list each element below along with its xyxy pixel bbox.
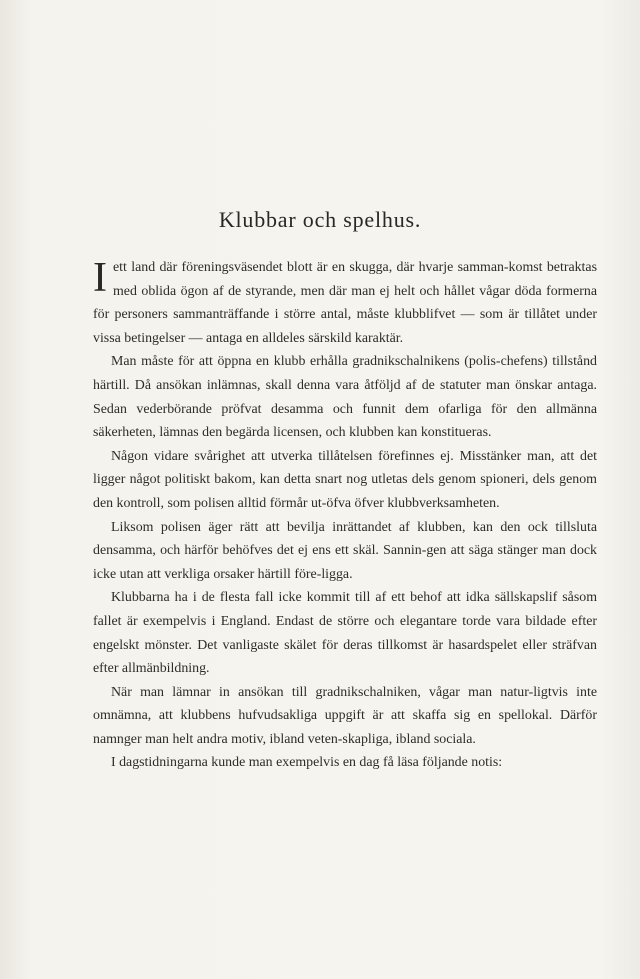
- chapter-title: Klubbar och spelhus.: [218, 207, 422, 232]
- paragraph-3: Någon vidare svårighet att utverka tillåtelsen förefinnes ej. Misstänker man, att det ligger något politiskt bakom, kan detta snart nog utletas dels genom spioneri, dels genom den kontroll, som polisen alltid förmår ut-öfva öfver klubbverksamheten.: [93, 448, 597, 511]
- paragraph-2: Man måste för att öppna en klubb erhålla gradnikschalnikens (polis-chefens) tillstånd härtill. Då ansökan inlämnas, skall denna vara åtföljd af de statuter man önskar antaga. Sedan vederbörande pröfvat desamma och funnit dem ofarliga för den allmänna säkerheten, lämnas den begärda licensen, och klubben kan konstitueras.: [93, 354, 597, 441]
- paragraph-4: Liksom polisen äger rätt att bevilja inrättandet af klubben, kan den ock tillsluta densamma, och härför behöfves det ej ens ett skäl. Sannin-gen att säga stänger man dock icke utan att verkliga orsaker härtill före-ligga.: [93, 519, 597, 582]
- paragraph-7: I dagstidningarna kunde man exempelvis en dag få läsa följande notis:: [111, 755, 503, 771]
- drop-cap: I: [93, 255, 107, 301]
- paragraph-1: [93, 256, 597, 350]
- chapter-body: [93, 256, 597, 775]
- paragraph-5: Klubbarna ha i de flesta fall icke kommit till af ett behof att idka sällskapslif såsom fallet är exempelvis i England. Endast de större och elegantare torde vara bildade efter engelskt mönster. Det vanligaste skälet för deras tillkomst är hasardspelet eller sträfvan efter allmänbildning.: [93, 590, 597, 677]
- paragraph-6: När man lämnar in ansökan till gradnikschalniken, vågar man natur-ligtvis inte omnämna, att klubbens hufvudsakliga uppgift är att skaffa sig en spellokal. Därför namnger man helt andra motiv, ibland veten-skapliga, ibland sociala.: [93, 684, 597, 747]
- paragraph-text: ett land där föreningsväsendet blott är en skugga, där hvarje samman-komst betraktas med oblida ögon af de styrande, men där man ej helt och hållet vågar döda formerna för personers sammanträffande i större antal, måste klubblifvet — som är tillåtet under vissa betingelser — antaga en alldeles särskild karaktär.: [93, 260, 597, 346]
